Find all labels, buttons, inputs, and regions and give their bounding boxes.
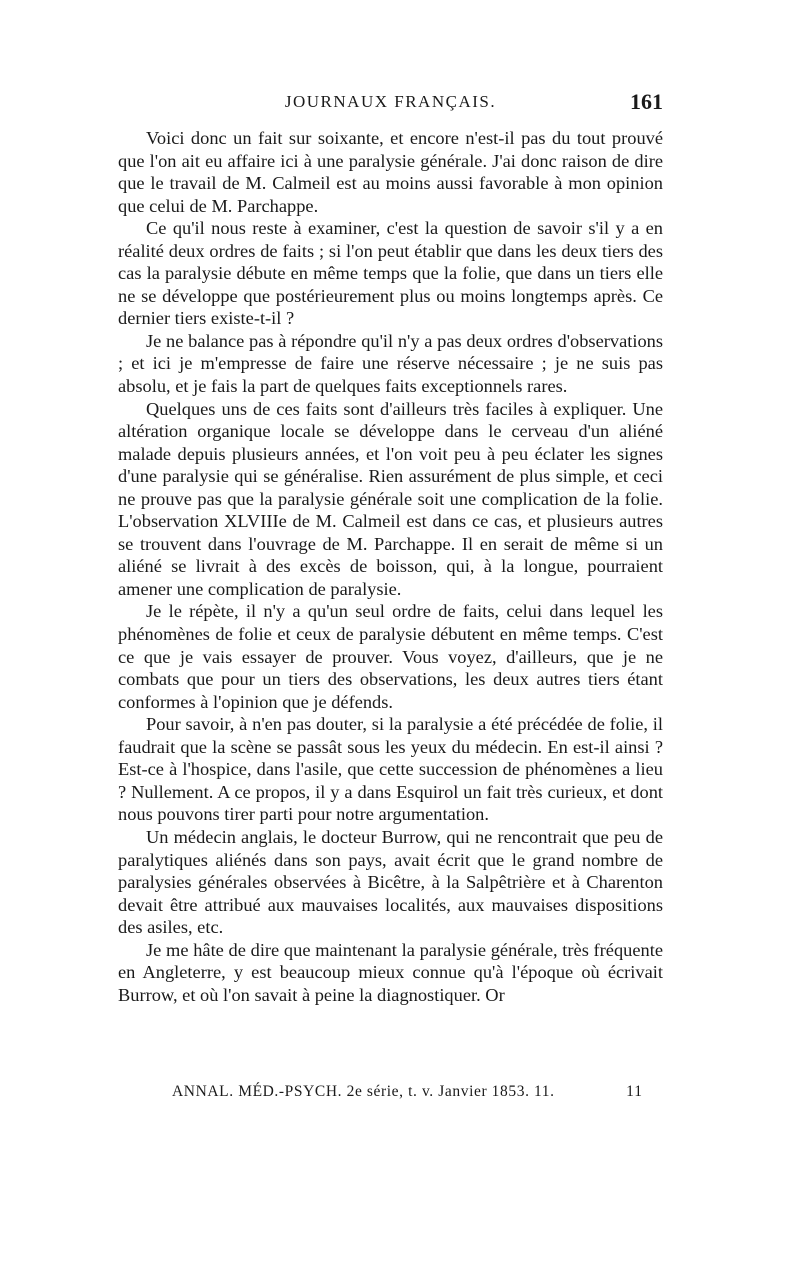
- paragraph-5: Je le répète, il n'y a qu'un seul ordre de faits, celui dans lequel les phénomènes de folie et ceux de paralysie débutent en même temps. C'est ce que je vais essayer de prouver. Vous voyez, d'ailleurs, que je ne combats que pour un tiers des observations, les deux autres tiers étant conformes à l'opinion que je défends.: [118, 601, 663, 712]
- paragraph-6: Pour savoir, à n'en pas douter, si la paralysie a été précédée de folie, il faudrait que la scène se passât sous les yeux du médecin. En est-il ainsi ? Est-ce à l'hospice, dans l'asile, que cette succession de phénomènes a lieu ? Nullement. A ce propos, il y a dans Esquirol un fait très curieux, et dont nous pouvons tirer parti pour notre argumentation.: [118, 714, 663, 825]
- paragraph-2: Ce qu'il nous reste à examiner, c'est la question de savoir s'il y a en réalité deux ordres de faits ; si l'on peut établir que dans les deux tiers des cas la paralysie débute en même temps que la folie, que dans un tiers elle ne se développe que postérieurement plus ou moins longtemps après. Ce dernier tiers existe-t-il ?: [118, 218, 663, 329]
- paragraph-4: Quelques uns de ces faits sont d'ailleurs très faciles à expliquer. Une altération organique locale se développe dans le cerveau d'un aliéné malade depuis plusieurs années, et l'on voit peu à peu éclater les signes d'une paralysie qui se généralise. Rien assurément de plus simple, et ceci ne prouve pas que la paralysie générale soit une complication de la folie. L'observation XLVIIIe de M. Calmeil est dans ce cas, et plusieurs autres se trouvent dans l'ouvrage de M. Parchappe. Il en serait de même si un aliéné se livrait à des excès de boisson, qui, à la longue, pourraient amener une complication de paralysie.: [118, 398, 663, 599]
- signature-mark: 11: [626, 1083, 643, 1100]
- page-number: 161: [630, 89, 663, 114]
- running-head: [118, 89, 663, 118]
- paragraph-1: Voici donc un fait sur soixante, et encore n'est-il pas du tout prouvé que l'on ait eu affaire ici à une paralysie générale. J'ai donc raison de dire que le travail de M. Calmeil est au moins aussi favorable à mon opinion que celui de M. Parchappe.: [118, 128, 663, 216]
- signature-line: ANNAL. MÉD.-PSYCH. 2e série, t. v. Janvier 1853. 11.: [172, 1083, 555, 1100]
- paragraph-8: Je me hâte de dire que maintenant la paralysie générale, très fréquente en Angleterre, y est beaucoup mieux connue qu'à l'époque où écrivait Burrow, et où l'on savait à peine la diagnostiquer. Or: [118, 939, 663, 1005]
- body-text: [118, 127, 663, 1006]
- paragraph-3: Je ne balance pas à répondre qu'il n'y a pas deux ordres d'observations ; et ici je m'empresse de faire une réserve nécessaire ; je ne suis pas absolu, et je fais la part de quelques faits exceptionnels rares.: [118, 330, 663, 397]
- paragraph-7: Un médecin anglais, le docteur Burrow, qui ne rencontrait que peu de paralytiques aliénés dans son pays, avait écrit que le grand nombre de paralysies générales observées à Bicêtre, à la Salpêtrière et à Charenton devait être attribué aux mauvaises localités, aux mauvaises dispositions des asiles, etc.: [118, 826, 663, 938]
- running-title: JOURNAUX FRANÇAIS.: [284, 92, 497, 111]
- footer: [118, 1083, 663, 1107]
